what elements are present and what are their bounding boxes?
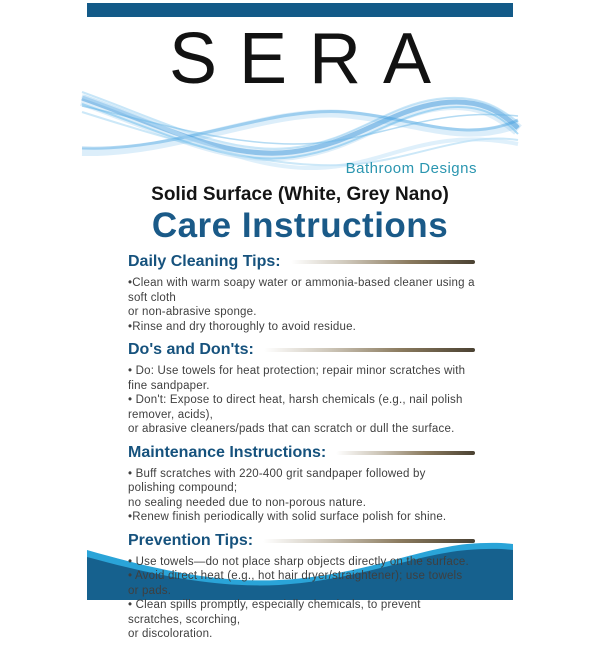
care-instruction-line: • Clean spills promptly, especially chemicals, to prevent scratches, scorching, [128,599,421,626]
care-instruction-line: or non-abrasive sponge. [128,306,257,318]
section-daily-cleaning-tips [128,252,475,334]
section-dos-and-donts [128,340,475,437]
care-instruction-line: • Use towels—do not place sharp objects directly on the surface. [128,555,469,568]
care-instruction-line: •Clean with warm soapy water or ammonia-based cleaner using a soft cloth [128,277,475,304]
care-instruction-line: • Avoid direct heat (e.g., hot hair dryer/straightener); use towels or pads. [128,570,463,597]
section-prevention-tips [128,531,475,642]
section-divider [291,260,475,264]
page-title: Care Instructions [151,206,449,245]
section-divider [264,348,475,352]
section-header [128,340,475,360]
section-divider [263,539,475,543]
care-instruction-line: •Rinse and dry thoroughly to avoid residue. [128,320,357,333]
section-title: Maintenance Instructions: [128,443,327,461]
care-instruction-line: or discoloration. [128,628,213,640]
instructions-content [128,252,475,648]
care-instruction-line: • Do: Use towels for heat protection; repair minor scratches with fine sandpaper. [128,365,466,392]
section-title: Daily Cleaning Tips: [128,253,281,270]
section-header [128,443,475,463]
care-instruction-line: no sealing needed due to non-porous nature. [128,496,367,509]
product-subtitle: Solid Surface (White, Grey Nano) [151,184,449,205]
care-instruction-line: • Don't: Expose to direct heat, harsh chemicals (e.g., nail polish remover, acids), [128,394,463,421]
section-divider [336,451,475,455]
section-title: Prevention Tips: [128,531,254,549]
top-accent-bar [87,3,513,17]
brand-logo: SERA [168,19,454,99]
care-instruction-line: •Renew finish periodically with solid surface polish for shine. [128,511,447,523]
care-instruction-line: or abrasive cleaners/pads that can scratch or dull the surface. [128,423,455,435]
section-header [128,531,475,551]
brand-tagline: Bathroom Designs [345,160,477,177]
section-maintenance-instructions [128,443,475,525]
section-header [128,252,475,272]
care-instruction-line: • Buff scratches with 220-400 grit sandpaper followed by polishing compound; [128,467,426,494]
care-instructions-flyer [87,0,513,640]
section-title: Do's and Don'ts: [128,341,254,358]
